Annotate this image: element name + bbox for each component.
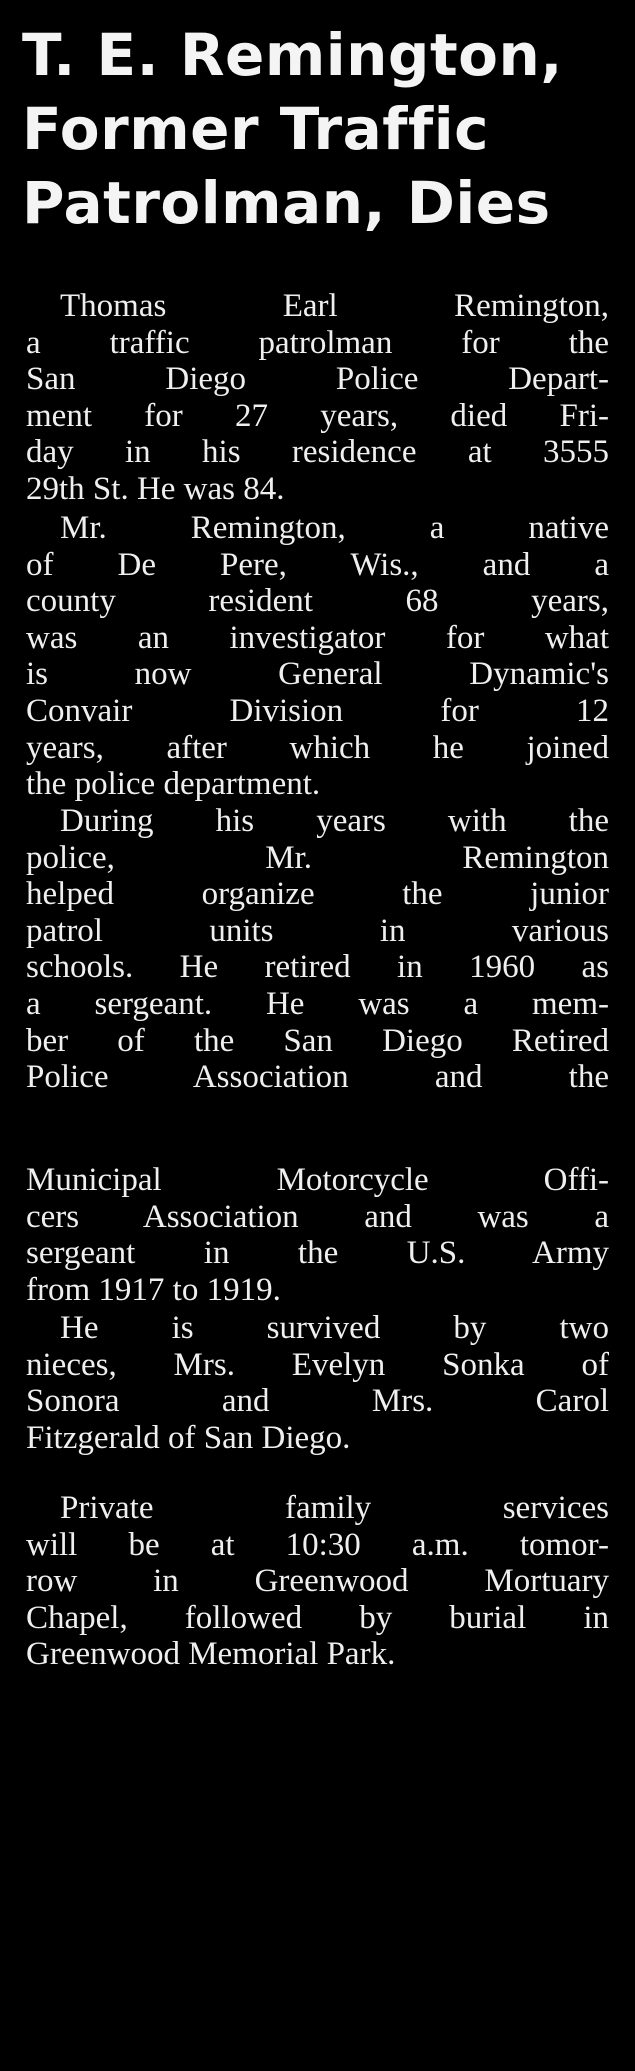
text-line: a sergeant. He was a mem- <box>26 985 609 1022</box>
text-line: years, after which he joined <box>26 729 609 766</box>
text-line: Convair Division for 12 <box>26 692 609 729</box>
headline <box>22 18 622 240</box>
text-line: Fitzgerald of San Diego. <box>26 1419 351 1456</box>
text-line: Mr. Remington, a native <box>60 510 609 546</box>
paragraph-5 <box>0 1490 635 1673</box>
text-line: Thomas Earl Remington, <box>60 288 609 324</box>
text-line: nieces, Mrs. Evelyn Sonka of <box>26 1346 609 1383</box>
text-line: ment for 27 years, died Fri- <box>26 397 609 434</box>
headline-line: T. E. Remington, <box>22 21 563 89</box>
text-line: of De Pere, Wis., and a <box>26 546 609 583</box>
text-line: a traffic patrolman for the <box>26 324 609 361</box>
text-line: will be at 10:30 a.m. tomor- <box>26 1526 609 1563</box>
paragraph-3 <box>0 803 635 1096</box>
headline-line: Patrolman, Dies <box>22 169 551 237</box>
text-line: Chapel, followed by burial in <box>26 1599 609 1636</box>
paragraph-1 <box>0 288 635 508</box>
text-line: Sonora and Mrs. Carol <box>26 1383 609 1420</box>
text-line: San Diego Police Depart- <box>26 361 609 398</box>
text-line: sergeant in the U.S. Army <box>26 1235 609 1272</box>
text-line: day in his residence at 3555 <box>26 434 609 471</box>
text-line: He is survived by two <box>60 1310 609 1346</box>
text-line: police, Mr. Remington <box>26 839 609 876</box>
text-line: the police department. <box>26 766 321 803</box>
text-line: 29th St. He was 84. <box>26 470 285 507</box>
text-line: During his years with the <box>60 803 609 839</box>
text-line: row in Greenwood Mortuary <box>26 1563 609 1600</box>
text-line: Police Association and the <box>26 1059 609 1096</box>
text-line: Private family services <box>60 1490 609 1526</box>
text-line: helped organize the junior <box>26 876 609 913</box>
headline-line: Former Traffic <box>22 95 489 163</box>
text-line: Greenwood Memorial Park. <box>26 1636 396 1673</box>
text-line: county resident 68 years, <box>26 583 609 620</box>
text-line: ber of the San Diego Retired <box>26 1022 609 1059</box>
text-line: is now General Dynamic's <box>26 656 609 693</box>
text-line: Municipal Motorcycle Offi- <box>26 1162 609 1198</box>
paragraph-2 <box>0 510 635 803</box>
text-line: was an investigator for what <box>26 619 609 656</box>
paragraph-3-continued <box>0 1162 635 1308</box>
text-line: patrol units in various <box>26 912 609 949</box>
text-line: from 1917 to 1919. <box>26 1271 281 1308</box>
paragraph-4 <box>0 1310 635 1456</box>
text-line: cers Association and was a <box>26 1198 609 1235</box>
text-line: schools. He retired in 1960 as <box>26 949 609 986</box>
